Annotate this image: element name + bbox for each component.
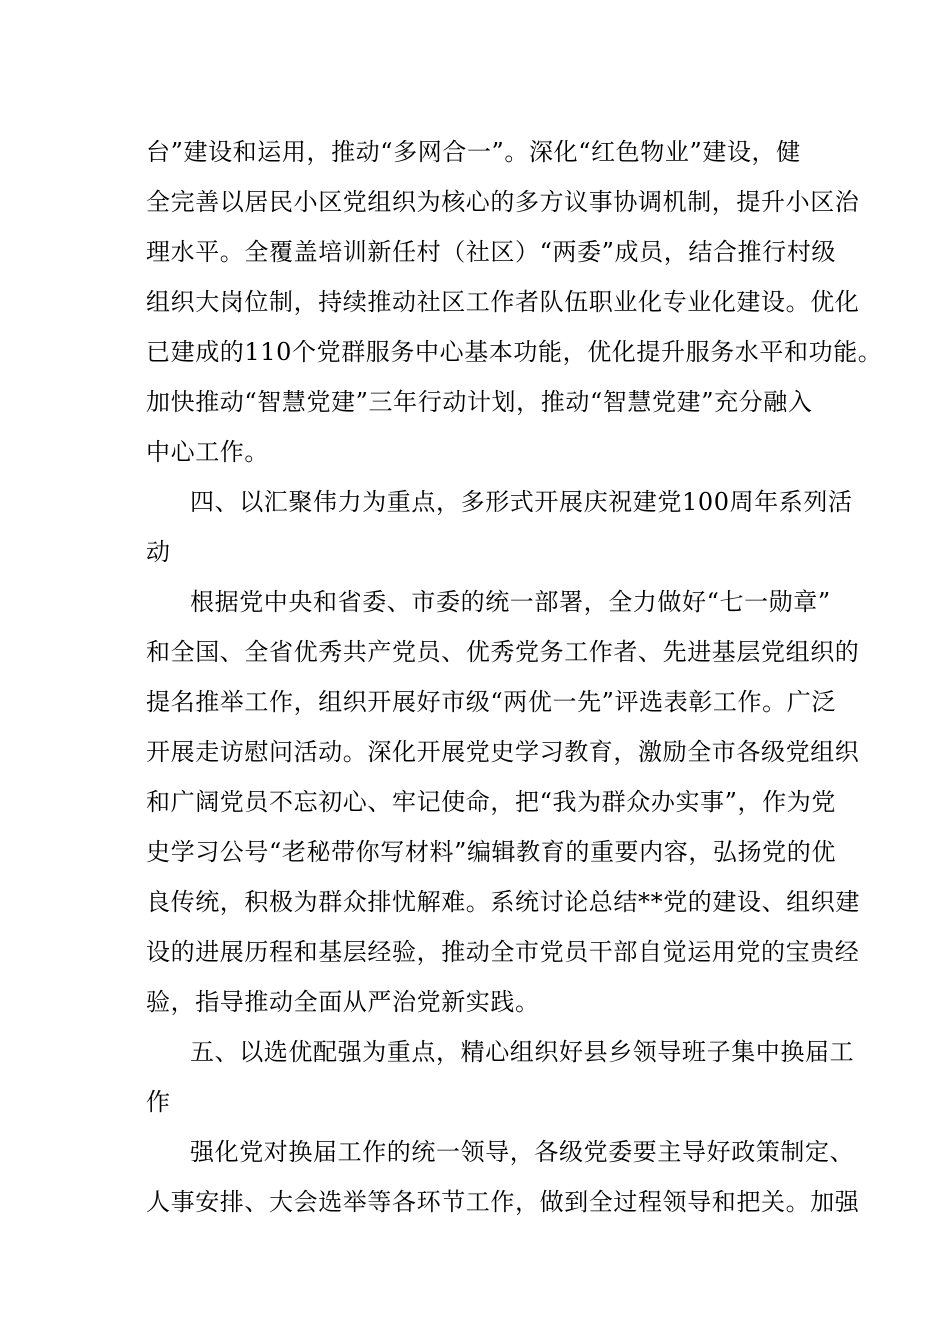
- text-line: 设的进展历程和基层经验，推动全市党员干部自觉运用党的宝贵经: [146, 938, 860, 966]
- text-line: 理水平。全覆盖培训新任村（社区）“两委”成员，结合推行村级: [146, 238, 836, 266]
- text-line: 人事安排、大会选举等各环节工作，做到全过程领导和把关。加强: [146, 1188, 860, 1216]
- text-line: 加快推动“智慧党建”三年行动计划，推动“智慧党建”充分融入: [146, 388, 813, 416]
- section-heading-5-continued: 作: [146, 1088, 171, 1116]
- text-line: 提名推举工作，组织开展好市级“两优一先”评选表彰工作。广泛: [146, 688, 836, 716]
- text-line: 和全国、全省优秀共产党员、优秀党务工作者、先进基层党组织的: [146, 638, 860, 666]
- section-heading-4: 四、以汇聚伟力为重点，多形式开展庆祝建党100周年系列活: [190, 488, 853, 516]
- section-heading-5: 五、以选优配强为重点，精心组织好县乡领导班子集中换届工: [190, 1038, 855, 1066]
- text-line: 史学习公号“老秘带你写材料”编辑教育的重要内容，弘扬党的优: [146, 838, 836, 866]
- text-line: 台”建设和运用，推动“多网合一”。深化“红色物业”建设，健: [146, 138, 801, 166]
- text-line: 良传统，积极为群众排忧解难。系统讨论总结**党的建设、组织建: [146, 888, 860, 916]
- text-line: 全完善以居民小区党组织为核心的多方议事协调机制，提升小区治: [146, 188, 860, 216]
- section-heading-4-continued: 动: [146, 538, 171, 566]
- text-line: 开展走访慰问活动。深化开展党史学习教育，激励全市各级党组织: [146, 738, 860, 766]
- text-line: 验，指导推动全面从严治党新实践。: [146, 988, 540, 1016]
- text-line: 强化党对换届工作的统一领导，各级党委要主导好政策制定、: [190, 1138, 855, 1166]
- text-line: 中心工作。: [146, 438, 269, 466]
- text-line: 已建成的110个党群服务中心基本功能，优化提升服务水平和功能。: [146, 338, 883, 366]
- text-line: 和广阔党员不忘初心、牢记使命，把“我为群众办实事”，作为党: [146, 788, 836, 816]
- text-line: 根据党中央和省委、市委的统一部署，全力做好“七一勋章”: [190, 588, 831, 616]
- text-line: 组织大岗位制，持续推动社区工作者队伍职业化专业化建设。优化: [146, 288, 860, 316]
